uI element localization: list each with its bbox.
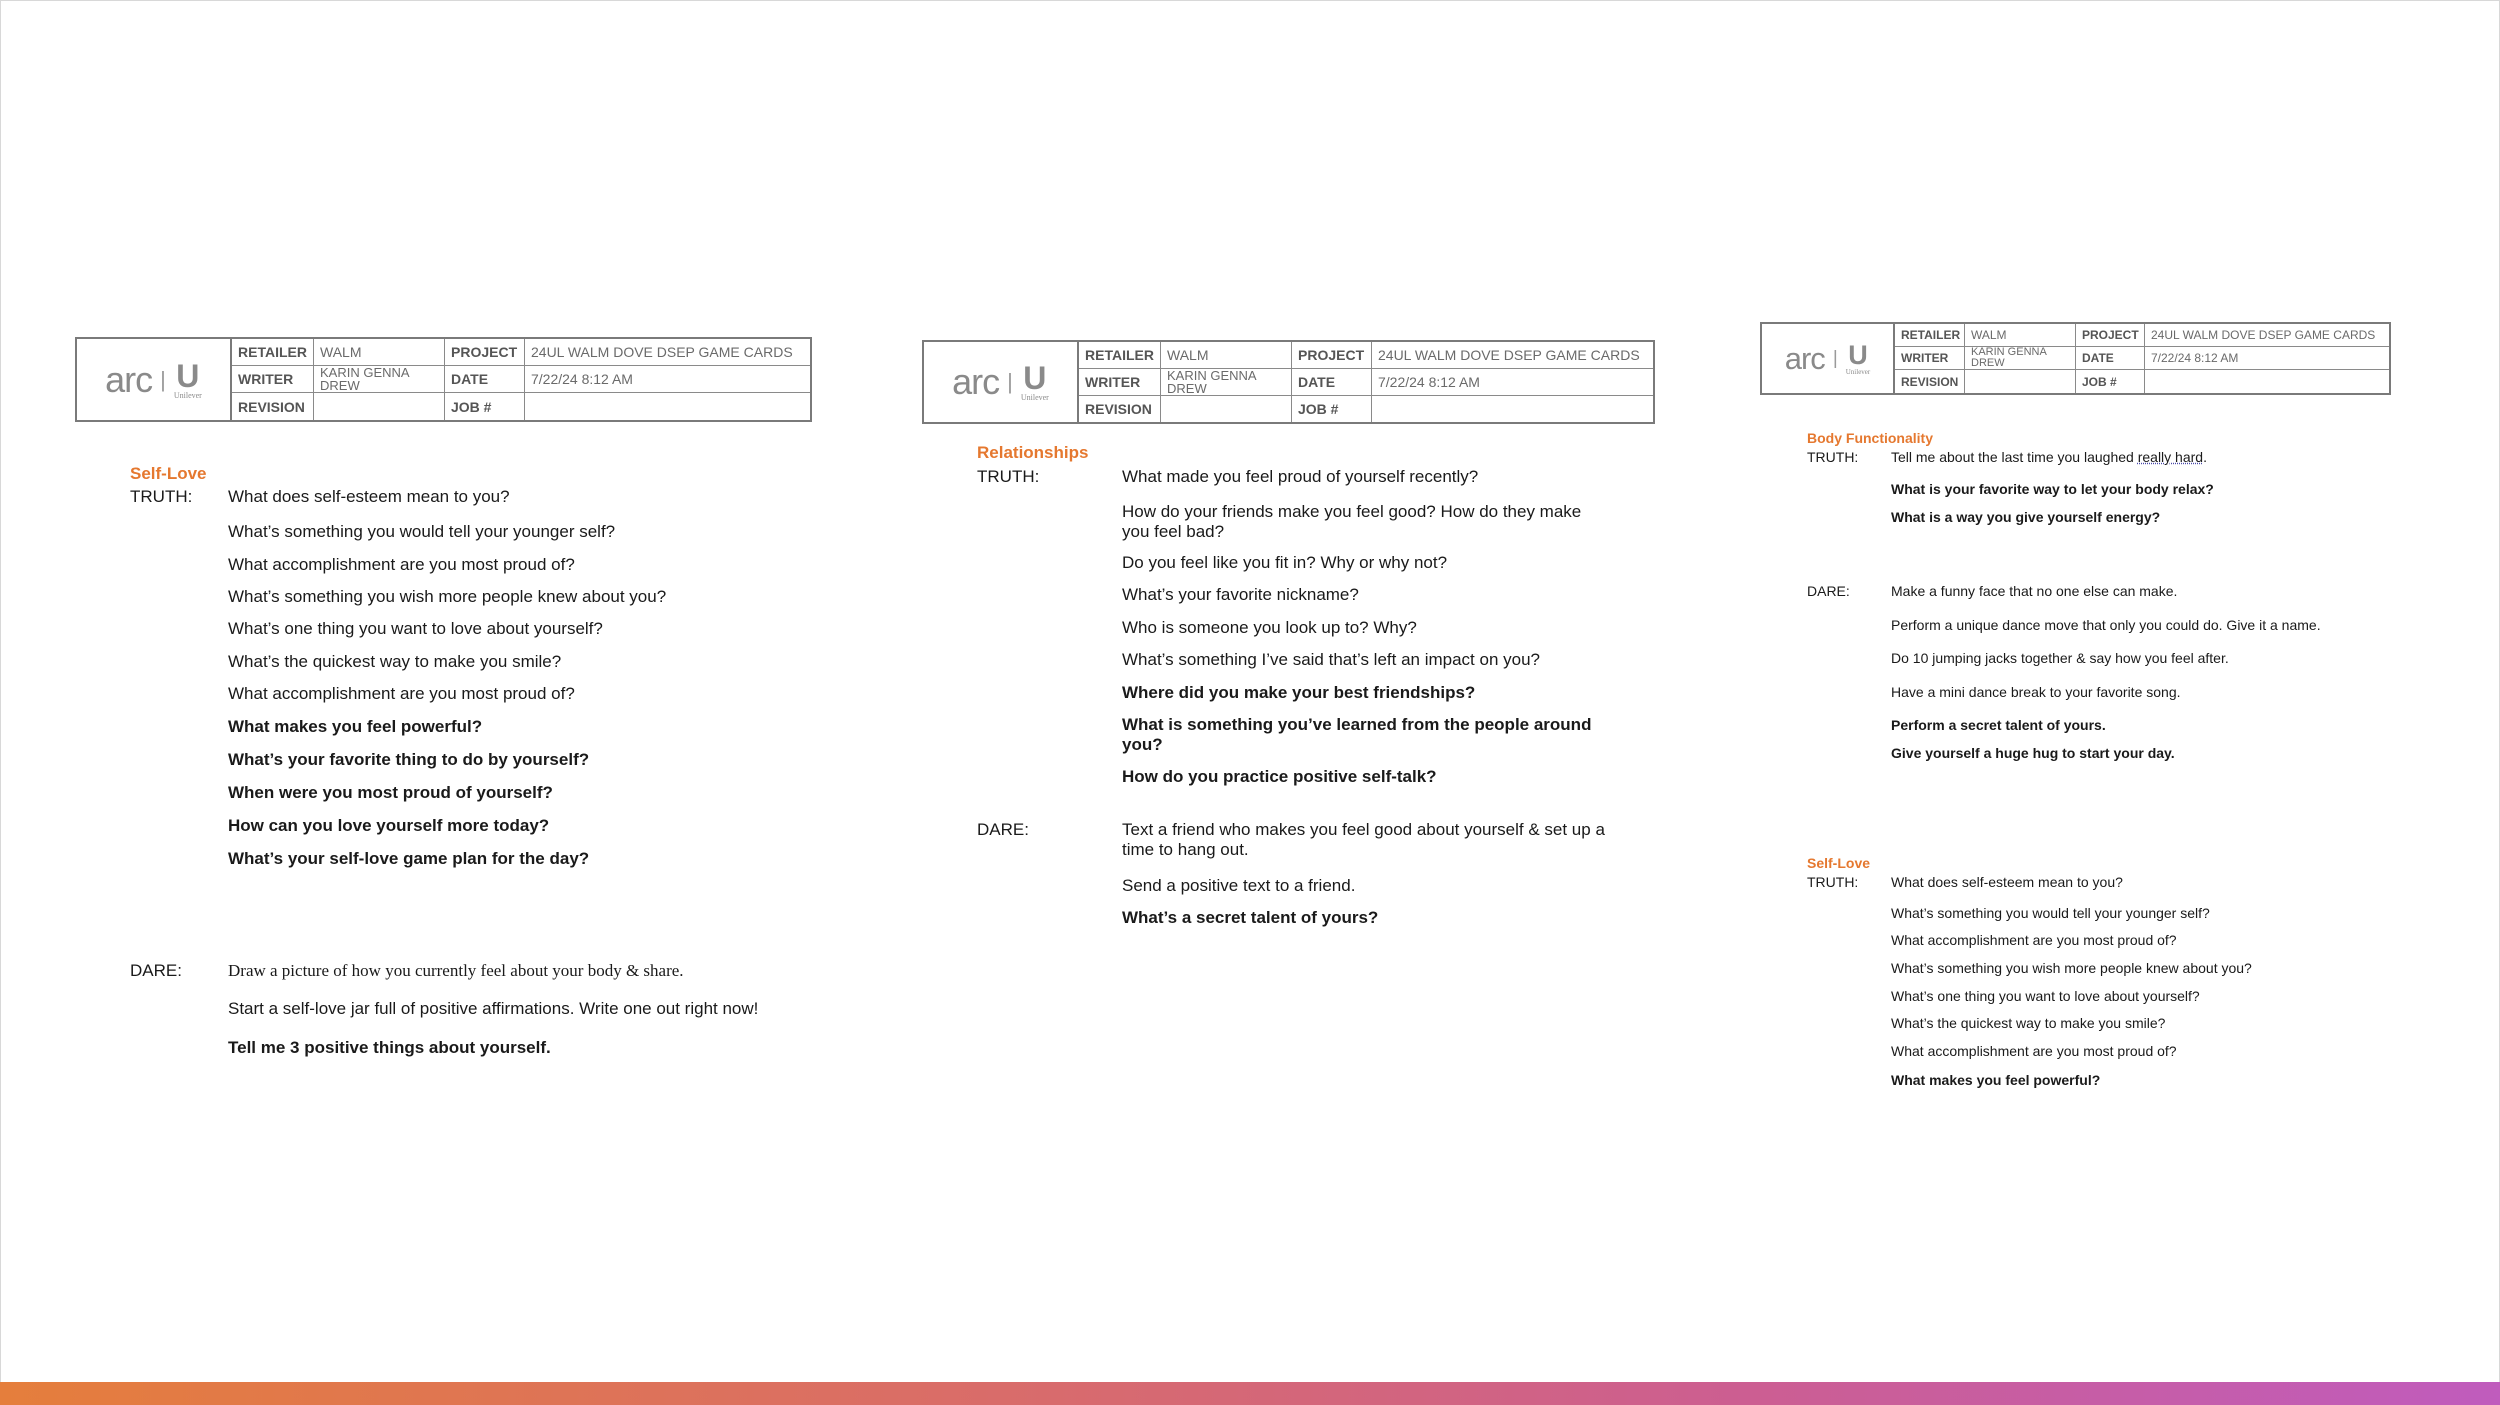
- category-heading: Body Functionality: [1807, 430, 1933, 446]
- unilever-wordmark: Unilever: [1845, 367, 1871, 376]
- dare-item: Perform a secret talent of yours.: [1891, 717, 2106, 733]
- date-label: DATE: [2076, 347, 2145, 370]
- truth-label: TRUTH:: [1807, 874, 1859, 890]
- unilever-logo-icon: [173, 357, 202, 400]
- truth-item: What makes you feel powerful?: [228, 717, 483, 736]
- job-value: [2145, 370, 2389, 393]
- retailer-value: WALM: [314, 339, 445, 366]
- truth-item: What accomplishment are you most proud of?: [1891, 932, 2177, 948]
- date-value: 7/22/24 8:12 AM: [2145, 347, 2389, 370]
- project-value: 24UL WALM DOVE DSEP GAME CARDS: [1372, 342, 1653, 369]
- truth-item: What’s something you would tell your younger self?: [228, 522, 616, 541]
- title-block-grid: [1895, 324, 2389, 393]
- logo-separator: |: [160, 366, 166, 392]
- truth-text: Tell me about the last time you laughed: [1891, 449, 2138, 465]
- job-label: JOB #: [2076, 370, 2145, 393]
- truth-label: TRUTH:: [1807, 449, 1859, 465]
- project-value: 24UL WALM DOVE DSEP GAME CARDS: [525, 339, 810, 366]
- dare-label: DARE:: [977, 820, 1029, 839]
- truth-item: Do you feel like you fit in? Why or why not?: [1122, 553, 1448, 572]
- truth-item: What accomplishment are you most proud of?: [228, 684, 575, 703]
- category-heading: Relationships: [977, 443, 1089, 462]
- dare-label: DARE:: [1807, 583, 1850, 599]
- arc-logo: arc: [1784, 340, 1825, 376]
- dare-item: Perform a unique dance move that only you could do. Give it a name.: [1891, 617, 2321, 633]
- truth-item: What’s your self-love game plan for the day?: [228, 849, 590, 868]
- dare-item: What’s a secret talent of yours?: [1122, 908, 1379, 927]
- dare-item: Send a positive text to a friend.: [1122, 876, 1356, 895]
- date-label: DATE: [445, 366, 525, 393]
- writer-value: KARIN GENNA DREW: [1161, 369, 1292, 396]
- job-label: JOB #: [1292, 396, 1372, 423]
- truth-item: When were you most proud of yourself?: [228, 783, 553, 802]
- revision-value: [314, 393, 445, 420]
- truth-item: What’s something you wish more people knew about you?: [1891, 960, 2252, 976]
- truth-item: How do your friends make you feel good? How do they make you feel bad?: [1122, 502, 1582, 542]
- truth-item: What’s your favorite thing to do by yourself?: [228, 750, 590, 769]
- retailer-label: RETAILER: [1895, 324, 1965, 347]
- title-block-grid: [1079, 342, 1653, 422]
- arc-logo: arc: [105, 358, 153, 400]
- truth-item: How do you practice positive self-talk?: [1122, 767, 1437, 786]
- title-block-1: [75, 337, 812, 422]
- truth-item: What is a way you give yourself energy?: [1891, 509, 2161, 525]
- truth-item: What does self-esteem mean to you?: [1891, 874, 2123, 890]
- dare-item: Start a self-love jar full of positive affirmations. Write one out right now!: [228, 999, 759, 1018]
- date-value: 7/22/24 8:12 AM: [1372, 369, 1653, 396]
- truth-item: What does self-esteem mean to you?: [228, 487, 510, 506]
- truth-label: TRUTH:: [977, 467, 1040, 486]
- dare-label: DARE:: [130, 961, 182, 980]
- revision-label: REVISION: [232, 393, 314, 420]
- project-value: 24UL WALM DOVE DSEP GAME CARDS: [2145, 324, 2389, 347]
- project-label: PROJECT: [445, 339, 525, 366]
- truth-item: What accomplishment are you most proud of?: [228, 555, 575, 574]
- unilever-logo-icon: [1021, 362, 1049, 402]
- dare-item: Tell me 3 positive things about yourself.: [228, 1038, 551, 1057]
- dare-item: Do 10 jumping jacks together & say how you feel after.: [1891, 650, 2229, 666]
- truth-item: Who is someone you look up to? Why?: [1122, 618, 1417, 637]
- retailer-value: WALM: [1965, 324, 2076, 347]
- truth-item: What’s the quickest way to make you smile?: [1891, 1015, 2166, 1031]
- truth-item: Where did you make your best friendships?: [1122, 683, 1476, 702]
- truth-text-end: .: [2203, 449, 2207, 465]
- truth-item: What’s the quickest way to make you smile?: [228, 652, 562, 671]
- truth-item: What’s one thing you want to love about yourself?: [1891, 988, 2200, 1004]
- retailer-value: WALM: [1161, 342, 1292, 369]
- truth-item: What made you feel proud of yourself recently?: [1122, 467, 1479, 486]
- revision-value: [1161, 396, 1292, 423]
- date-value: 7/22/24 8:12 AM: [525, 366, 810, 393]
- revision-label: REVISION: [1079, 396, 1161, 423]
- unilever-wordmark: Unilever: [1020, 393, 1049, 402]
- logo-area: [1762, 324, 1895, 393]
- dare-item: Text a friend who makes you feel good about yourself & set up a time to hang out.: [1122, 820, 1605, 860]
- title-block-grid: [232, 339, 810, 420]
- truth-item: What accomplishment are you most proud of?: [1891, 1043, 2177, 1059]
- retailer-label: RETAILER: [1079, 342, 1161, 369]
- truth-item: What’s your favorite nickname?: [1122, 585, 1359, 604]
- writer-label: WRITER: [1895, 347, 1965, 370]
- project-label: PROJECT: [2076, 324, 2145, 347]
- truth-label: TRUTH:: [130, 487, 193, 506]
- dare-item: Draw a picture of how you currently feel about your body & share.: [228, 961, 684, 980]
- category-heading: Self-Love: [130, 464, 207, 483]
- category-heading: Self-Love: [1807, 855, 1871, 871]
- logo-area: [77, 339, 232, 420]
- logo-separator: |: [1007, 369, 1013, 394]
- truth-item: What makes you feel powerful?: [1891, 1072, 2101, 1088]
- job-label: JOB #: [445, 393, 525, 420]
- job-value: [525, 393, 810, 420]
- project-label: PROJECT: [1292, 342, 1372, 369]
- spellcheck-underlined-text: really hard: [2137, 449, 2204, 465]
- unilever-wordmark: Unilever: [173, 390, 202, 400]
- arc-logo: arc: [952, 361, 1000, 402]
- unilever-mark: U: [176, 357, 200, 394]
- truth-item: What’s one thing you want to love about yourself?: [228, 619, 603, 638]
- dare-item: Give yourself a huge hug to start your day.: [1891, 745, 2175, 761]
- title-block-2: [922, 340, 1655, 424]
- title-block-3: [1760, 322, 2391, 395]
- truth-item: What is something you’ve learned from the people around you?: [1122, 715, 1592, 755]
- logo-area: [924, 342, 1079, 422]
- retailer-label: RETAILER: [232, 339, 314, 366]
- truth-item: [1891, 449, 2207, 466]
- unilever-mark: U: [1023, 360, 1047, 396]
- revision-value: [1965, 370, 2076, 393]
- footer-gradient-bar: [0, 1382, 2500, 1405]
- revision-label: REVISION: [1895, 370, 1965, 393]
- job-value: [1372, 396, 1653, 423]
- truth-item: How can you love yourself more today?: [228, 816, 550, 835]
- dare-item: Have a mini dance break to your favorite song.: [1891, 684, 2181, 700]
- dare-item: Make a funny face that no one else can make.: [1891, 583, 2178, 599]
- truth-item: What is your favorite way to let your body relax?: [1891, 481, 2214, 497]
- writer-value: KARIN GENNA DREW: [314, 366, 445, 393]
- writer-label: WRITER: [1079, 369, 1161, 396]
- unilever-mark: U: [1848, 339, 1868, 370]
- unilever-logo-icon: [1845, 339, 1871, 376]
- date-label: DATE: [1292, 369, 1372, 396]
- writer-value: KARIN GENNA DREW: [1965, 347, 2076, 370]
- truth-item: What’s something you would tell your younger self?: [1891, 905, 2210, 921]
- logo-separator: |: [1832, 347, 1838, 369]
- truth-item: What’s something I’ve said that’s left an impact on you?: [1122, 650, 1540, 669]
- truth-item: What’s something you wish more people knew about you?: [228, 587, 667, 606]
- writer-label: WRITER: [232, 366, 314, 393]
